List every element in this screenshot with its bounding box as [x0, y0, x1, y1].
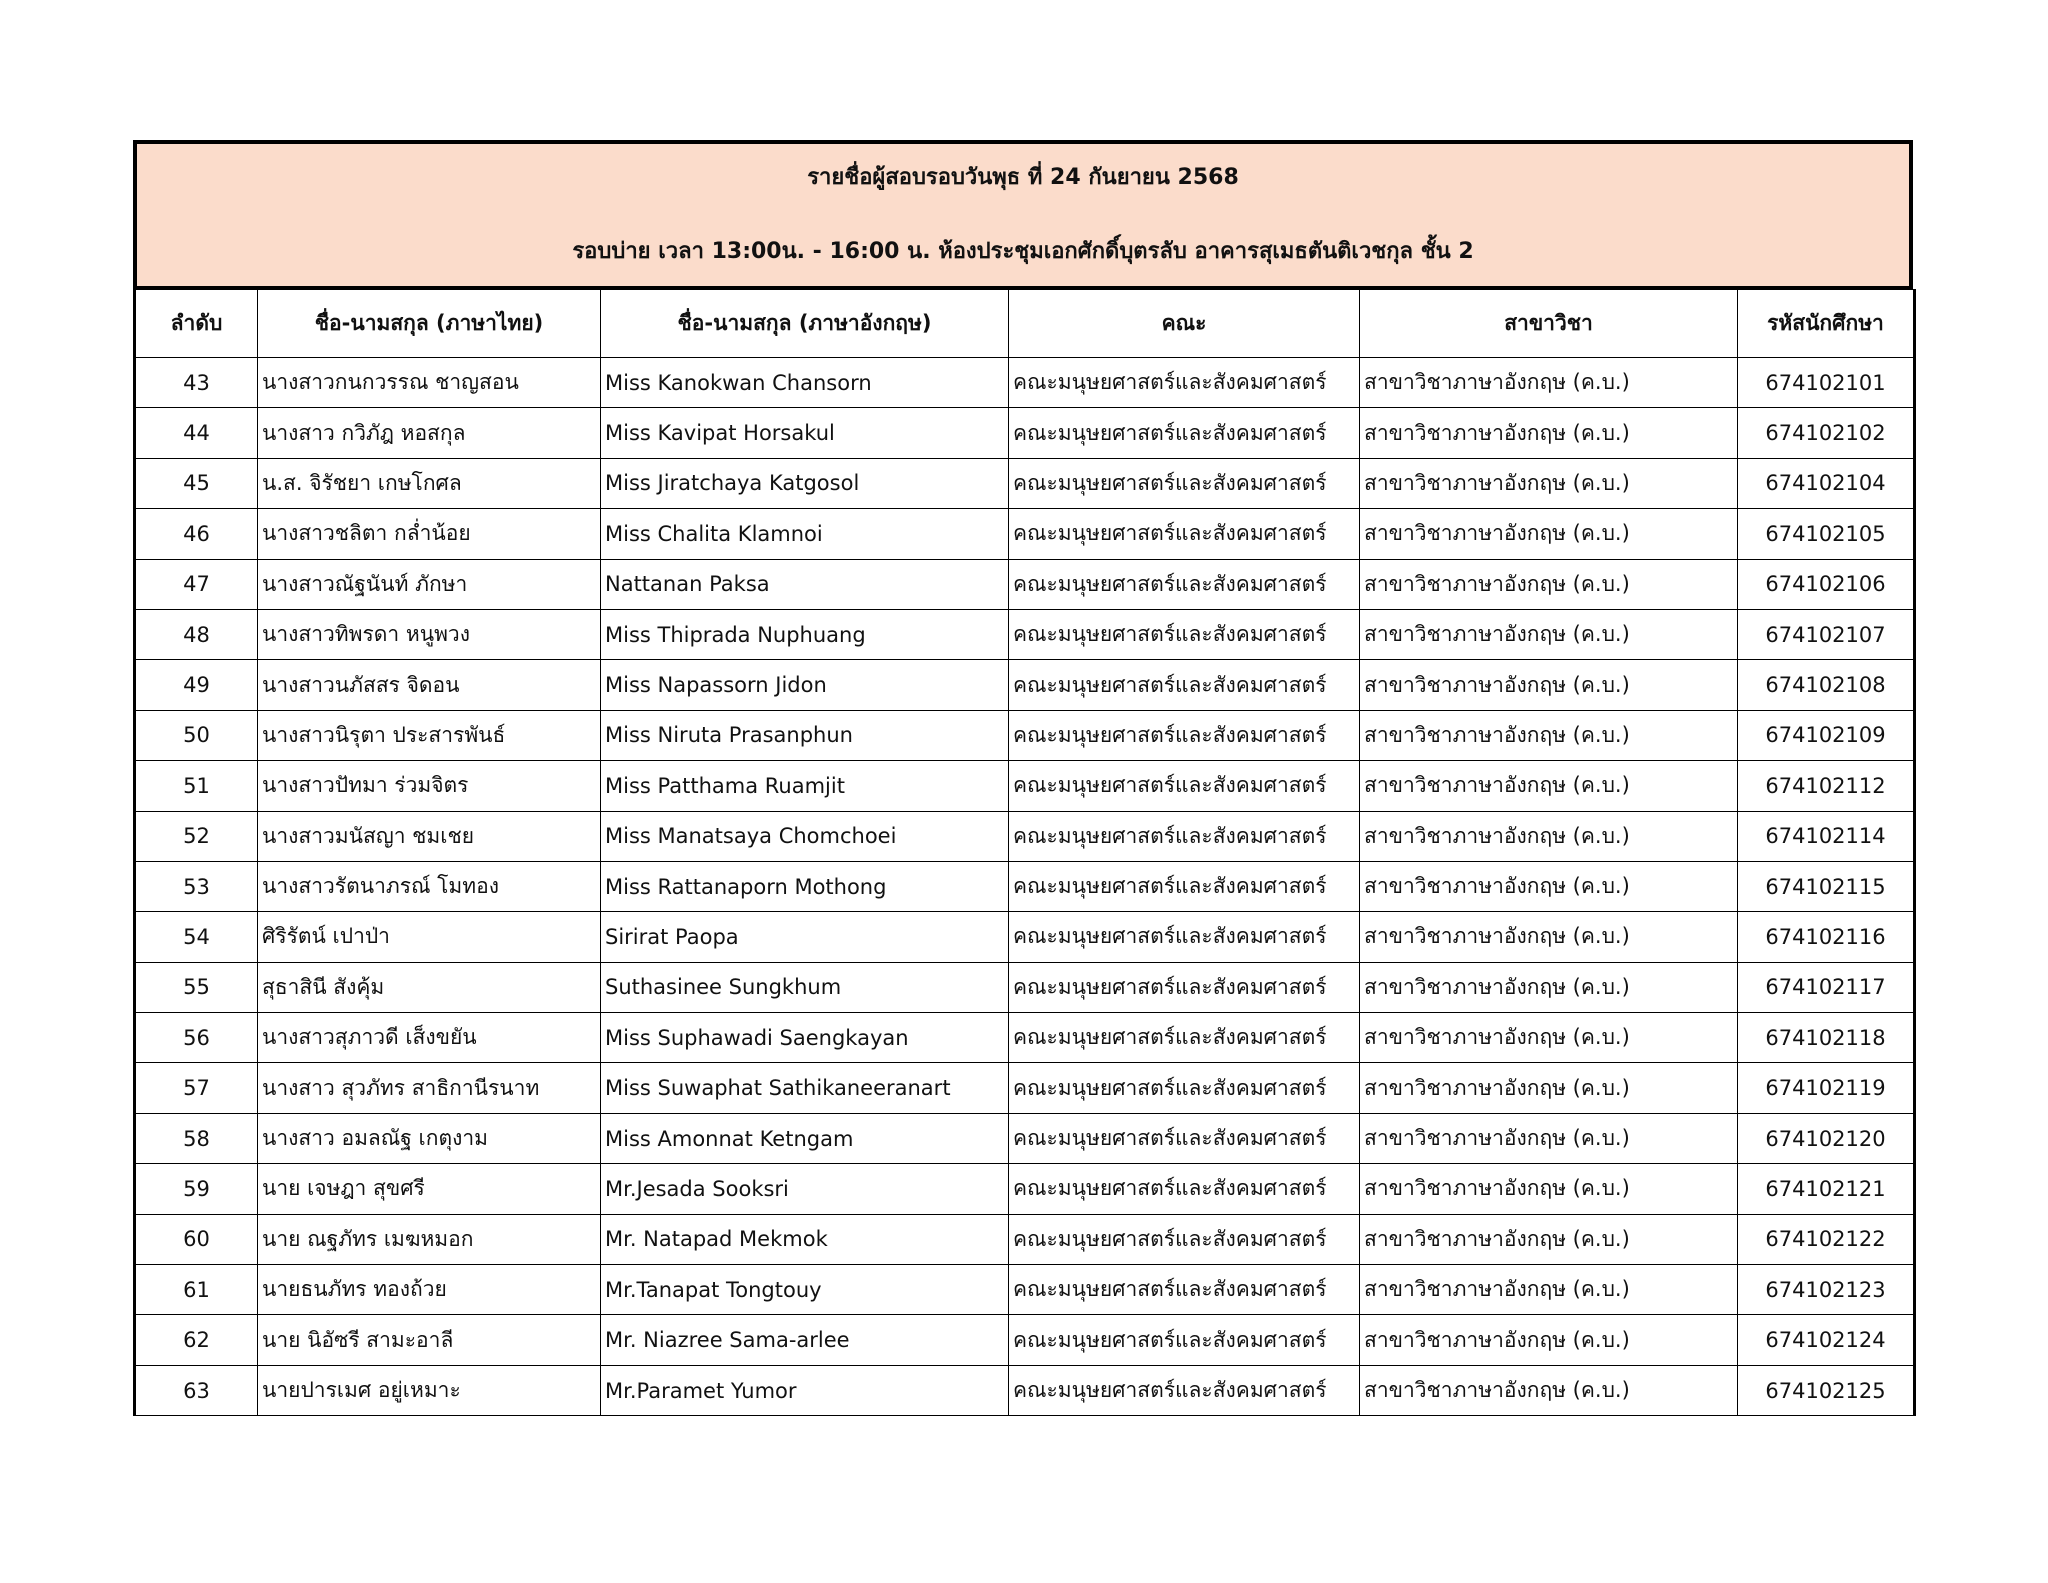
table-row: [135, 1365, 1915, 1415]
thai-name-cell: นางสาวสุภาวดี เส็งขยัน: [258, 1013, 601, 1063]
table-row: [135, 1214, 1915, 1264]
order-cell: 50: [135, 710, 258, 760]
student-id-cell: 674102107: [1738, 609, 1915, 659]
english-name-cell: Miss Suwaphat Sathikaneeranart: [601, 1063, 1009, 1113]
english-name-cell: Miss Thiprada Nuphuang: [601, 609, 1009, 659]
english-name-cell: Miss Manatsaya Chomchoei: [601, 811, 1009, 861]
student-id-cell: 674102108: [1738, 660, 1915, 710]
column-header-english-name: ชื่อ-นามสกุล (ภาษาอังกฤษ): [601, 290, 1009, 358]
roster-table: [133, 289, 1916, 1416]
student-id-cell: 674102112: [1738, 761, 1915, 811]
major-cell: สาขาวิชาภาษาอังกฤษ (ค.บ.): [1360, 962, 1738, 1012]
major-cell: สาขาวิชาภาษาอังกฤษ (ค.บ.): [1360, 559, 1738, 609]
table-row: [135, 408, 1915, 458]
english-name-cell: Miss Jiratchaya Katgosol: [601, 458, 1009, 508]
major-cell: สาขาวิชาภาษาอังกฤษ (ค.บ.): [1360, 710, 1738, 760]
table-row: [135, 1063, 1915, 1113]
thai-name-cell: นาย ณฐภัทร เมฆหมอก: [258, 1214, 601, 1264]
student-id-cell: 674102119: [1738, 1063, 1915, 1113]
order-cell: 44: [135, 408, 258, 458]
order-cell: 49: [135, 660, 258, 710]
column-header-student-id: รหัสนักศึกษา: [1738, 290, 1915, 358]
student-id-cell: 674102125: [1738, 1365, 1915, 1415]
student-id-cell: 674102115: [1738, 861, 1915, 911]
thai-name-cell: นางสาวรัตนาภรณ์ โมทอง: [258, 861, 601, 911]
roster-title: รายชื่อผู้สอบรอบวันพุธ ที่ 24 กันยายน 2568: [807, 165, 1239, 190]
major-cell: สาขาวิชาภาษาอังกฤษ (ค.บ.): [1360, 1113, 1738, 1163]
order-cell: 58: [135, 1113, 258, 1163]
table-row: [135, 1113, 1915, 1163]
english-name-cell: Miss Chalita Klamnoi: [601, 509, 1009, 559]
english-name-cell: Miss Napassorn Jidon: [601, 660, 1009, 710]
table-row: [135, 559, 1915, 609]
exam-roster-sheet: [133, 140, 1913, 1416]
order-cell: 45: [135, 458, 258, 508]
faculty-cell: คณะมนุษยศาสตร์และสังคมศาสตร์: [1009, 1315, 1360, 1365]
english-name-cell: Nattanan Paksa: [601, 559, 1009, 609]
faculty-cell: คณะมนุษยศาสตร์และสังคมศาสตร์: [1009, 912, 1360, 962]
column-header-thai-name: ชื่อ-นามสกุล (ภาษาไทย): [258, 290, 601, 358]
faculty-cell: คณะมนุษยศาสตร์และสังคมศาสตร์: [1009, 710, 1360, 760]
table-header-row: [135, 290, 1915, 358]
english-name-cell: Miss Kavipat Horsakul: [601, 408, 1009, 458]
order-cell: 53: [135, 861, 258, 911]
english-name-cell: Miss Rattanaporn Mothong: [601, 861, 1009, 911]
faculty-cell: คณะมนุษยศาสตร์และสังคมศาสตร์: [1009, 609, 1360, 659]
major-cell: สาขาวิชาภาษาอังกฤษ (ค.บ.): [1360, 1214, 1738, 1264]
faculty-cell: คณะมนุษยศาสตร์และสังคมศาสตร์: [1009, 458, 1360, 508]
faculty-cell: คณะมนุษยศาสตร์และสังคมศาสตร์: [1009, 660, 1360, 710]
english-name-cell: Mr.Tanapat Tongtouy: [601, 1265, 1009, 1315]
english-name-cell: Sirirat Paopa: [601, 912, 1009, 962]
order-cell: 54: [135, 912, 258, 962]
english-name-cell: Suthasinee Sungkhum: [601, 962, 1009, 1012]
student-id-cell: 674102121: [1738, 1164, 1915, 1214]
thai-name-cell: นายธนภัทร ทองถ้วย: [258, 1265, 601, 1315]
table-row: [135, 761, 1915, 811]
column-header-order: ลำดับ: [135, 290, 258, 358]
major-cell: สาขาวิชาภาษาอังกฤษ (ค.บ.): [1360, 408, 1738, 458]
major-cell: สาขาวิชาภาษาอังกฤษ (ค.บ.): [1360, 761, 1738, 811]
faculty-cell: คณะมนุษยศาสตร์และสังคมศาสตร์: [1009, 861, 1360, 911]
major-cell: สาขาวิชาภาษาอังกฤษ (ค.บ.): [1360, 1164, 1738, 1214]
thai-name-cell: ศิริรัตน์ เปาป่า: [258, 912, 601, 962]
table-row: [135, 962, 1915, 1012]
student-id-cell: 674102104: [1738, 458, 1915, 508]
order-cell: 55: [135, 962, 258, 1012]
student-id-cell: 674102120: [1738, 1113, 1915, 1163]
thai-name-cell: นางสาวกนกวรรณ ชาญสอน: [258, 358, 601, 408]
faculty-cell: คณะมนุษยศาสตร์และสังคมศาสตร์: [1009, 509, 1360, 559]
major-cell: สาขาวิชาภาษาอังกฤษ (ค.บ.): [1360, 458, 1738, 508]
faculty-cell: คณะมนุษยศาสตร์และสังคมศาสตร์: [1009, 1365, 1360, 1415]
student-id-cell: 674102116: [1738, 912, 1915, 962]
faculty-cell: คณะมนุษยศาสตร์และสังคมศาสตร์: [1009, 1164, 1360, 1214]
table-row: [135, 458, 1915, 508]
major-cell: สาขาวิชาภาษาอังกฤษ (ค.บ.): [1360, 609, 1738, 659]
student-id-cell: 674102102: [1738, 408, 1915, 458]
column-header-faculty: คณะ: [1009, 290, 1360, 358]
major-cell: สาขาวิชาภาษาอังกฤษ (ค.บ.): [1360, 811, 1738, 861]
table-body: [135, 358, 1915, 1416]
thai-name-cell: สุธาสินี สังคุ้ม: [258, 962, 601, 1012]
roster-header: [133, 140, 1913, 290]
student-id-cell: 674102118: [1738, 1013, 1915, 1063]
table-row: [135, 358, 1915, 408]
thai-name-cell: นางสาวชลิตา กล่ำน้อย: [258, 509, 601, 559]
order-cell: 57: [135, 1063, 258, 1113]
thai-name-cell: นายปารเมศ อยู่เหมาะ: [258, 1365, 601, 1415]
major-cell: สาขาวิชาภาษาอังกฤษ (ค.บ.): [1360, 1365, 1738, 1415]
table-row: [135, 710, 1915, 760]
major-cell: สาขาวิชาภาษาอังกฤษ (ค.บ.): [1360, 1315, 1738, 1365]
thai-name-cell: นางสาวปัทมา ร่วมจิตร: [258, 761, 601, 811]
faculty-cell: คณะมนุษยศาสตร์และสังคมศาสตร์: [1009, 1113, 1360, 1163]
table-row: [135, 509, 1915, 559]
thai-name-cell: นางสาวณัฐนันท์ ภักษา: [258, 559, 601, 609]
table-row: [135, 1315, 1915, 1365]
faculty-cell: คณะมนุษยศาสตร์และสังคมศาสตร์: [1009, 408, 1360, 458]
thai-name-cell: นางสาวนิรุตา ประสารพันธ์: [258, 710, 601, 760]
student-id-cell: 674102124: [1738, 1315, 1915, 1365]
english-name-cell: Miss Patthama Ruamjit: [601, 761, 1009, 811]
thai-name-cell: นางสาวมนัสญา ชมเชย: [258, 811, 601, 861]
major-cell: สาขาวิชาภาษาอังกฤษ (ค.บ.): [1360, 358, 1738, 408]
session-details: รอบบ่าย เวลา 13:00น. - 16:00 น. ห้องประชุมเอกศักดิ์บุตรลับ อาคารสุเมธตันติเวชกุล ชั้น 2: [572, 239, 1474, 264]
faculty-cell: คณะมนุษยศาสตร์และสังคมศาสตร์: [1009, 761, 1360, 811]
major-cell: สาขาวิชาภาษาอังกฤษ (ค.บ.): [1360, 861, 1738, 911]
order-cell: 52: [135, 811, 258, 861]
english-name-cell: Mr.Jesada Sooksri: [601, 1164, 1009, 1214]
student-id-cell: 674102105: [1738, 509, 1915, 559]
order-cell: 60: [135, 1214, 258, 1264]
english-name-cell: Miss Niruta Prasanphun: [601, 710, 1009, 760]
faculty-cell: คณะมนุษยศาสตร์และสังคมศาสตร์: [1009, 962, 1360, 1012]
faculty-cell: คณะมนุษยศาสตร์และสังคมศาสตร์: [1009, 358, 1360, 408]
student-id-cell: 674102117: [1738, 962, 1915, 1012]
thai-name-cell: นางสาวทิพรดา หนูพวง: [258, 609, 601, 659]
column-header-major: สาขาวิชา: [1360, 290, 1738, 358]
thai-name-cell: นางสาว สุวภัทร สาธิกานีรนาท: [258, 1063, 601, 1113]
order-cell: 63: [135, 1365, 258, 1415]
major-cell: สาขาวิชาภาษาอังกฤษ (ค.บ.): [1360, 912, 1738, 962]
table-row: [135, 609, 1915, 659]
student-id-cell: 674102122: [1738, 1214, 1915, 1264]
major-cell: สาขาวิชาภาษาอังกฤษ (ค.บ.): [1360, 509, 1738, 559]
major-cell: สาขาวิชาภาษาอังกฤษ (ค.บ.): [1360, 1063, 1738, 1113]
table-row: [135, 861, 1915, 911]
thai-name-cell: นาย เจษฎา สุขศรี: [258, 1164, 601, 1214]
order-cell: 48: [135, 609, 258, 659]
faculty-cell: คณะมนุษยศาสตร์และสังคมศาสตร์: [1009, 1265, 1360, 1315]
order-cell: 59: [135, 1164, 258, 1214]
english-name-cell: Miss Suphawadi Saengkayan: [601, 1013, 1009, 1063]
major-cell: สาขาวิชาภาษาอังกฤษ (ค.บ.): [1360, 1265, 1738, 1315]
english-name-cell: Miss Kanokwan Chansorn: [601, 358, 1009, 408]
order-cell: 62: [135, 1315, 258, 1365]
table-row: [135, 1265, 1915, 1315]
thai-name-cell: นางสาว อมลณัฐ เกตุงาม: [258, 1113, 601, 1163]
english-name-cell: Mr. Natapad Mekmok: [601, 1214, 1009, 1264]
faculty-cell: คณะมนุษยศาสตร์และสังคมศาสตร์: [1009, 559, 1360, 609]
thai-name-cell: นาย นิอัซรี สามะอาลี: [258, 1315, 601, 1365]
english-name-cell: Mr.Paramet Yumor: [601, 1365, 1009, 1415]
order-cell: 47: [135, 559, 258, 609]
thai-name-cell: นางสาว กวิภัฎ หอสกุล: [258, 408, 601, 458]
major-cell: สาขาวิชาภาษาอังกฤษ (ค.บ.): [1360, 660, 1738, 710]
table-row: [135, 1013, 1915, 1063]
faculty-cell: คณะมนุษยศาสตร์และสังคมศาสตร์: [1009, 1013, 1360, 1063]
major-cell: สาขาวิชาภาษาอังกฤษ (ค.บ.): [1360, 1013, 1738, 1063]
table-row: [135, 1164, 1915, 1214]
table-row: [135, 912, 1915, 962]
student-id-cell: 674102101: [1738, 358, 1915, 408]
order-cell: 43: [135, 358, 258, 408]
table-row: [135, 811, 1915, 861]
student-id-cell: 674102123: [1738, 1265, 1915, 1315]
order-cell: 46: [135, 509, 258, 559]
student-id-cell: 674102109: [1738, 710, 1915, 760]
english-name-cell: Miss Amonnat Ketngam: [601, 1113, 1009, 1163]
faculty-cell: คณะมนุษยศาสตร์และสังคมศาสตร์: [1009, 1063, 1360, 1113]
faculty-cell: คณะมนุษยศาสตร์และสังคมศาสตร์: [1009, 811, 1360, 861]
faculty-cell: คณะมนุษยศาสตร์และสังคมศาสตร์: [1009, 1214, 1360, 1264]
thai-name-cell: นางสาวนภัสสร จิดอน: [258, 660, 601, 710]
student-id-cell: 674102106: [1738, 559, 1915, 609]
student-id-cell: 674102114: [1738, 811, 1915, 861]
order-cell: 56: [135, 1013, 258, 1063]
order-cell: 61: [135, 1265, 258, 1315]
english-name-cell: Mr. Niazree Sama-arlee: [601, 1315, 1009, 1365]
order-cell: 51: [135, 761, 258, 811]
thai-name-cell: น.ส. จิรัชยา เกษโกศล: [258, 458, 601, 508]
table-row: [135, 660, 1915, 710]
